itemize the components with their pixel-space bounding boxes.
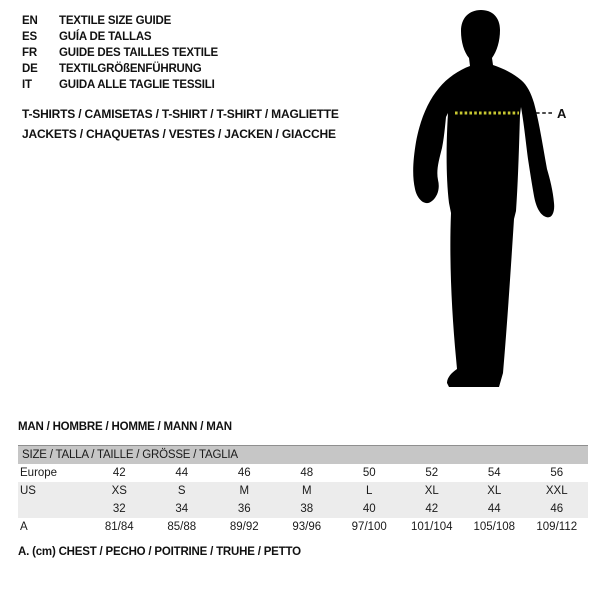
- size-value: 44: [487, 503, 501, 515]
- language-title: GUÍA DE TALLAS: [59, 31, 152, 43]
- size-value: 85/88: [167, 521, 197, 533]
- size-value: 36: [237, 503, 251, 515]
- measurement-footnote: A. (cm) CHEST / PECHO / POITRINE / TRUHE / PETTO: [18, 546, 301, 558]
- table-row-us: [18, 482, 588, 500]
- size-value: 38: [300, 503, 314, 515]
- size-value: 56: [550, 467, 564, 479]
- size-value: 89/92: [229, 521, 259, 533]
- size-value: XXL: [545, 485, 568, 497]
- section-title-man: MAN / HOMBRE / HOMME / MANN / MAN: [18, 421, 232, 433]
- language-title: GUIDA ALLE TAGLIE TESSILI: [59, 79, 215, 91]
- size-value: 46: [550, 503, 564, 515]
- size-value: 48: [300, 467, 314, 479]
- size-value: 97/100: [351, 521, 387, 533]
- size-value: 105/108: [473, 521, 516, 533]
- size-value: XS: [111, 485, 127, 497]
- category-jackets: JACKETS / CHAQUETAS / VESTES / JACKEN / GIACCHE: [22, 127, 336, 141]
- size-value: 42: [425, 503, 439, 515]
- language-row-fr: [22, 45, 218, 61]
- language-code: FR: [22, 47, 37, 59]
- row-label: US: [20, 485, 36, 497]
- language-title: TEXTILGRÖßENFÜHRUNG: [59, 63, 202, 75]
- size-table: [18, 445, 588, 536]
- language-row-es: [22, 29, 218, 45]
- size-value: 34: [175, 503, 189, 515]
- size-value: XL: [487, 485, 502, 497]
- size-value: M: [239, 485, 250, 497]
- size-value: 42: [112, 467, 126, 479]
- size-value: 46: [237, 467, 251, 479]
- language-title: GUIDE DES TAILLES TEXTILE: [59, 47, 218, 59]
- language-row-it: [22, 77, 218, 93]
- category-tshirts: T-SHIRTS / CAMISETAS / T-SHIRT / T-SHIRT / MAGLIETTE: [22, 107, 339, 121]
- language-title-list: [22, 13, 218, 93]
- row-label: Europe: [20, 467, 58, 479]
- size-value: 52: [425, 467, 439, 479]
- table-row-a-chest: [18, 518, 588, 536]
- garment-categories: [22, 104, 339, 144]
- size-value: L: [366, 485, 373, 497]
- size-value: 44: [175, 467, 189, 479]
- size-value: 50: [362, 467, 376, 479]
- size-value: M: [301, 485, 312, 497]
- row-label: [18, 500, 88, 518]
- size-value: 93/96: [292, 521, 322, 533]
- size-value: 54: [487, 467, 501, 479]
- table-row-europe: [18, 464, 588, 482]
- man-silhouette-svg: [400, 0, 580, 390]
- size-value: 101/104: [410, 521, 453, 533]
- size-value: 40: [362, 503, 376, 515]
- size-value: 32: [112, 503, 126, 515]
- size-value: 109/112: [536, 521, 578, 533]
- size-value: S: [177, 485, 186, 497]
- language-code: DE: [22, 63, 38, 75]
- size-value: XL: [424, 485, 439, 497]
- language-row-de: [22, 61, 218, 77]
- language-title: TEXTILE SIZE GUIDE: [59, 15, 172, 27]
- language-row-en: [22, 13, 218, 29]
- language-code: EN: [22, 15, 38, 27]
- row-label: A: [20, 521, 28, 533]
- size-table-header: SIZE / TALLA / TAILLE / GRÖSSE / TAGLIA: [18, 445, 588, 464]
- chest-measure-label: A: [557, 106, 567, 121]
- language-code: ES: [22, 31, 37, 43]
- size-value: 81/84: [104, 521, 134, 533]
- man-silhouette: [413, 10, 554, 387]
- language-code: IT: [22, 79, 32, 91]
- man-silhouette-figure: [400, 0, 580, 390]
- table-row-us-numeric: [18, 500, 588, 518]
